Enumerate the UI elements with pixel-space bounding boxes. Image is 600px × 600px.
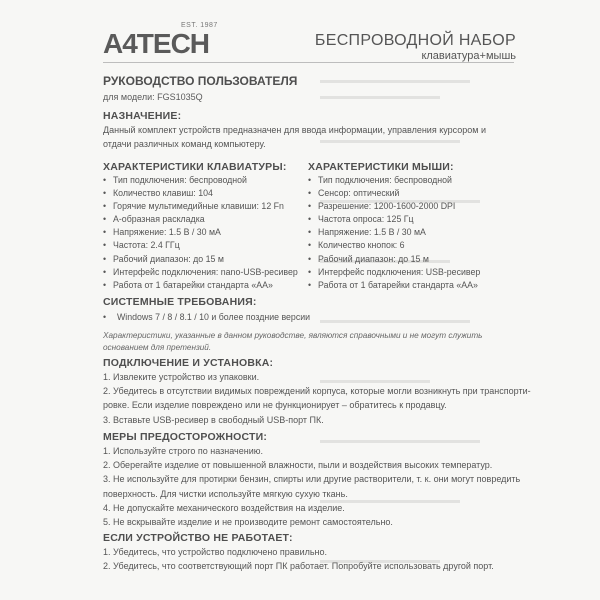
precaution-item: поверхность. Для чистки используйте мягкую сухую ткань. <box>103 488 348 499</box>
connection-step: ровке. Если изделие повреждено или не функционирует – обратитесь к продавцу. <box>103 400 447 411</box>
header-divider <box>103 62 514 63</box>
connection-step: 1. Извлеките устройство из упаковки. <box>103 372 260 382</box>
troubleshooting-item: 1. Убедитесь, что устройство подключено правильно. <box>103 547 328 557</box>
precautions-list <box>103 444 521 529</box>
precaution-item: 3. Не используйте для протирки бензин, спирты или другие растворители, т. к. они могут повредить <box>103 474 521 485</box>
keyboard-spec-item: • Интерфейс подключения: nano-USB-ресивер <box>103 266 298 279</box>
logo-est: EST. 1987 <box>181 22 218 29</box>
manual-title: РУКОВОДСТВО ПОЛЬЗОВАТЕЛЯ <box>103 74 298 88</box>
keyboard-spec-item: • Рабочий диапазон: до 15 м <box>103 253 298 266</box>
keyboard-spec-item: • Горячие мультимедийные клавиши: 12 Fn <box>103 200 298 213</box>
mouse-spec-item: • Работа от 1 батарейки стандарта «AA» <box>308 279 480 292</box>
troubleshooting-item: 2. Убедитесь, что соответствующий порт ПК работает. Попробуйте использовать другой порт. <box>103 561 494 572</box>
product-header <box>315 32 516 62</box>
precaution-item: 2. Оберегайте изделие от повышенной влажности, пыли и воздействия высоких температур. <box>103 460 493 471</box>
keyboard-specs-heading: ХАРАКТЕРИСТИКИ КЛАВИАТУРЫ: <box>103 161 287 173</box>
precaution-item: 5. Не вскрывайте изделие и не производите ремонт самостоятельно. <box>103 517 393 528</box>
mouse-specs-list <box>308 174 480 292</box>
mouse-spec-item: • Частота опроса: 125 Гц <box>308 213 480 226</box>
keyboard-specs-list <box>103 174 298 292</box>
troubleshooting-heading: ЕСЛИ УСТРОЙСТВО НЕ РАБОТАЕТ: <box>103 532 293 544</box>
disclaimer-note: Характеристики, указанные в данном руководстве, являются справочными и не могут служить основанием для претензий. <box>103 331 483 352</box>
mouse-spec-item: • Интерфейс подключения: USB-ресивер <box>308 266 480 279</box>
keyboard-spec-item: • Работа от 1 батарейки стандарта «AA» <box>103 279 298 292</box>
keyboard-spec-item: • Напряжение: 1.5 В / 30 мА <box>103 226 298 239</box>
keyboard-spec-item: • Частота: 2.4 ГГц <box>103 239 298 252</box>
mouse-spec-item: • Рабочий диапазон: до 15 м <box>308 253 480 266</box>
logo-wordmark: A4TECH <box>103 28 210 59</box>
mouse-spec-item: • Количество кнопок: 6 <box>308 239 480 252</box>
mouse-spec-item: • Тип подключения: беспроводной <box>308 174 480 187</box>
mouse-spec-item: • Напряжение: 1.5 В / 30 мА <box>308 226 480 239</box>
precaution-item: 1. Используйте строго по назначению. <box>103 446 264 456</box>
mouse-specs-heading: ХАРАКТЕРИСТИКИ МЫШИ: <box>308 161 454 173</box>
keyboard-spec-item: • Тип подключения: беспроводной <box>103 174 298 187</box>
troubleshooting-list <box>103 545 515 573</box>
purpose-heading: НАЗНАЧЕНИЕ: <box>103 110 182 122</box>
connection-steps <box>103 370 531 427</box>
mouse-spec-item: • Сенсор: оптический <box>308 187 480 200</box>
a4tech-logo <box>103 22 223 60</box>
connection-step: 3. Вставьте USB-ресивер в свободный USB-порт ПК. <box>103 414 324 425</box>
precautions-heading: МЕРЫ ПРЕДОСТОРОЖНОСТИ: <box>103 431 268 443</box>
model-line: для модели: FGS1035Q <box>103 92 203 102</box>
system-requirements-heading: СИСТЕМНЫЕ ТРЕБОВАНИЯ: <box>103 296 257 308</box>
product-subtitle: клавиатура+мышь <box>421 50 516 62</box>
precaution-item: 4. Не допускайте механического воздействия на изделие. <box>103 502 345 513</box>
system-requirements-item: • Windows 7 / 8 / 8.1 / 10 и более поздние версии <box>103 312 310 322</box>
connection-heading: ПОДКЛЮЧЕНИЕ И УСТАНОВКА: <box>103 357 274 369</box>
keyboard-spec-item: • A-образная раскладка <box>103 213 298 226</box>
product-title: БЕСПРОВОДНОЙ НАБОР <box>314 32 516 49</box>
purpose-text: Данный комплект устройств предназначен для ввода информации, управления курсором и отдачи различных команд компьютеру. <box>103 125 486 149</box>
connection-step: 2. Убедитесь в отсутствии видимых повреждений корпуса, которые могли возникнуть при транспорти- <box>103 386 531 397</box>
mouse-spec-item: • Разрешение: 1200-1600-2000 DPI <box>308 200 480 213</box>
keyboard-spec-item: • Количество клавиш: 104 <box>103 187 298 200</box>
